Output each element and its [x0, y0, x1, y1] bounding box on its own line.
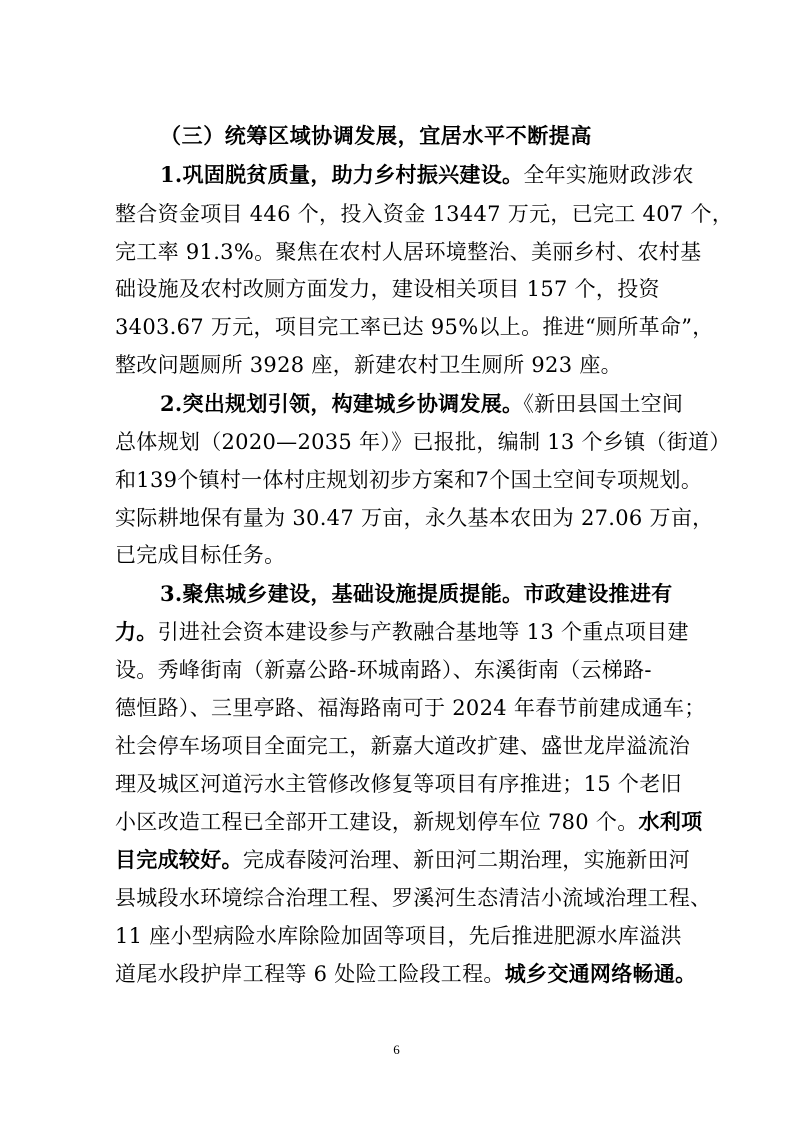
subheading-municipal-end: 力。	[115, 619, 158, 644]
paragraph-3-text-4: 道尾水段护岸工程等 6 处险工险段工程。	[115, 962, 505, 986]
paragraph-1-line-2: 整合资金项目 446 个，投入资金 13447 万元，已完工 407 个，	[115, 202, 734, 226]
paragraph-1-line-4: 础设施及农村改厕方面发力，建设相关项目 157 个，投资	[115, 277, 660, 301]
section-heading: （三）统筹区域协调发展，宜居水平不断提高	[160, 123, 592, 148]
paragraph-2-line-5: 已完成目标任务。	[115, 543, 286, 567]
paragraph-3-line-10: 11 座小型病险水库除险加固等项目，先后推进肥源水库溢洪	[115, 924, 682, 948]
page-number: 6	[393, 1042, 400, 1057]
paragraph-2-line-4: 实际耕地保有量为 30.47 万亩，永久基本农田为 27.06 万亩，	[115, 506, 714, 530]
paragraph-3-line-9: 县城段水环境综合治理工程、罗溪河生态清洁小流域治理工程、	[115, 886, 712, 910]
paragraph-3-line-2	[115, 618, 689, 646]
paragraph-2-title: 2.突出规划引领，构建城乡协调发展。	[160, 391, 524, 416]
paragraph-1-text: 全年实施财政涉农	[523, 163, 694, 187]
paragraph-3-line-5: 社会停车场项目全面完工，新嘉大道改扩建、盛世龙岸溢流治	[115, 734, 691, 758]
subheading-water: 水利项	[638, 809, 703, 834]
paragraph-2-line-2: 总体规划（2020—2035 年）》已报批，编制 13 个乡镇（街道）	[115, 430, 731, 454]
paragraph-3-line-1	[160, 580, 672, 608]
paragraph-3-line-4: 德恒路）、三里亭路、福海路南可于 2024 年春节前建成通车；	[115, 696, 706, 720]
subheading-water-end: 目完成较好。	[115, 847, 243, 872]
paragraph-1-line-3: 完工率 91.3%。聚焦在农村人居环境整治、美丽乡村、农村基	[115, 240, 702, 264]
paragraph-3-line-7	[115, 808, 702, 836]
paragraph-2-line-1	[160, 390, 683, 418]
paragraph-3-text: 引进社会资本建设参与产教融合基地等 13 个重点项目建	[157, 620, 689, 644]
paragraph-1-line-5: 3403.67 万元，项目完工率已达 95%以上。推进“厕所革命”，	[115, 315, 714, 339]
subheading-municipal: 市政建设推进有	[523, 581, 673, 606]
paragraph-3-line-11	[115, 960, 696, 988]
paragraph-3-text-2: 小区改造工程已全部开工建设，新规划停车位 780 个。	[115, 810, 639, 834]
paragraph-3-text-3: 完成春陵河治理、新田河二期治理，实施新田河	[242, 848, 691, 872]
paragraph-3-line-3: 设。秀峰街南（新嘉公路-环城南路）、东溪街南（云梯路-	[115, 658, 652, 682]
paragraph-3-title: 3.聚焦城乡建设，基础设施提质提能。	[160, 581, 524, 606]
paragraph-3-line-6: 理及城区河道污水主管修改修复等项目有序推进；15 个老旧	[115, 772, 682, 796]
paragraph-3-line-8	[115, 846, 690, 874]
paragraph-1-title: 1.巩固脱贫质量，助力乡村振兴建设。	[160, 162, 524, 187]
paragraph-1-line-1	[160, 161, 694, 189]
subheading-transport: 城乡交通网络畅通。	[504, 961, 697, 986]
paragraph-2-text: 《新田县国土空间	[523, 392, 684, 416]
paragraph-2-line-3: 和139个镇村一体村庄规划初步方案和7个国土空间专项规划。	[115, 468, 703, 492]
paragraph-1-line-6: 整改问题厕所 3928 座，新建农村卫生厕所 923 座。	[115, 353, 622, 377]
